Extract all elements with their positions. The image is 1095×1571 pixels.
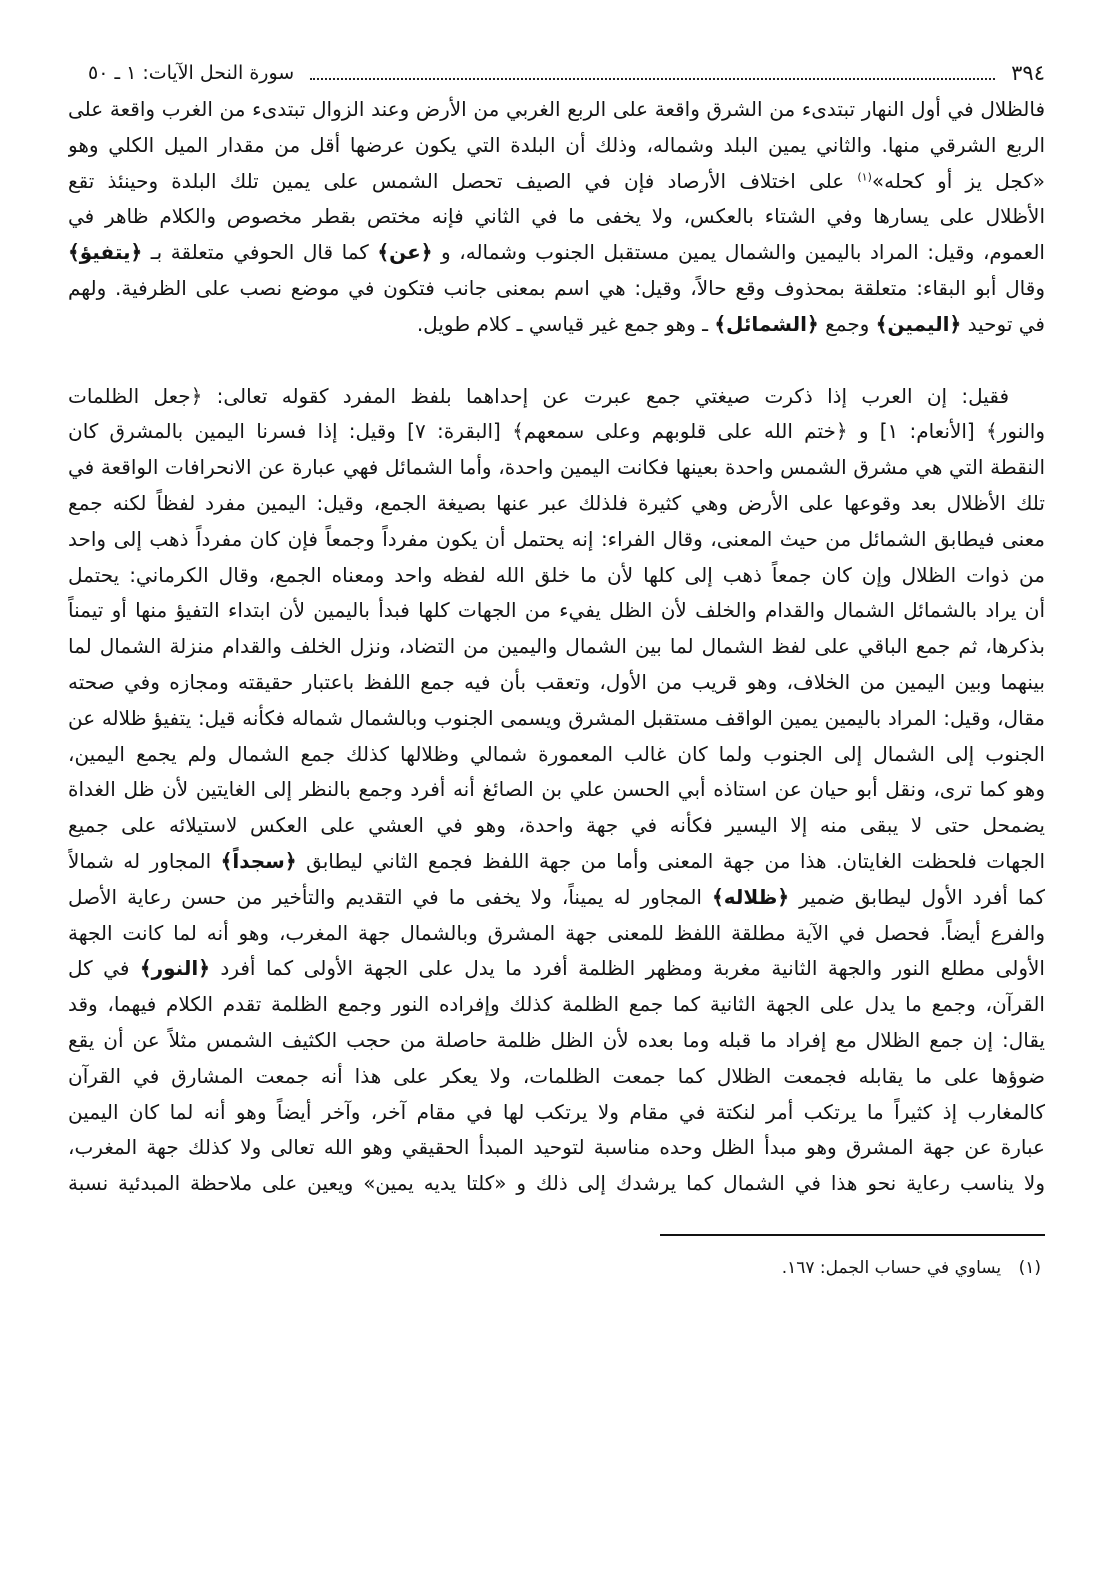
text-line: مقال، وقيل: المراد باليمين يمين الواقف مستقبل المشرق ويسمى الجنوب وبالشمال شماله فكأنه قيل: يتفيؤ ظلاله عن — [68, 705, 1045, 730]
text-run: في كل — [68, 956, 140, 981]
text-line: والفرع أيضاً. فحصل في الآية مطلقة اللفظ للمعنى جهة المشرق وبالشمال جهة المغرب، وهو أنه لما كانت الجهة — [68, 920, 1045, 945]
text-line — [68, 307, 1045, 343]
text-line: بينهما وبين اليمين من الخلاف، وهو قريب من الأول، وتعقب بأن فيه جمع اللفظ باعتبار حقيقته ومجازه وفي صحته — [68, 669, 1045, 694]
text-run: كما أفرد الأول ليطابق ضمير — [789, 884, 1045, 909]
footnote-text: يساوي في حساب الجمل: ١٦٧. — [781, 1258, 1002, 1278]
text-line: الأظلال على يسارها وفي الشتاء بالعكس، ولا يخفى ما في الثاني فإنه مختص بقطر مخصوص والكلام ظاهر في — [68, 204, 1045, 229]
text-line — [68, 844, 1045, 880]
text-run: في توحيد — [961, 311, 1045, 336]
text-run: الأولى مطلع النور والجهة الثانية مغربة ومظهر الظلمة أفرد ما يدل على الجهة الأولى كما أفرد — [209, 956, 1045, 981]
verse-word: ﴿النور﴾ — [139, 956, 210, 981]
text-line: ضوؤها على ما يقابله فجمعت الظلال كما جمعت الظلمات، ولا يعكر على هذا أنه جمعت المشارق في القرآن — [68, 1063, 1045, 1088]
text-run: كما قال الحوفي متعلقة بـ — [142, 240, 378, 265]
text-run: على اختلاف الأرصاد فإن في الصيف تحصل الشمس على يمين تلك البلدة وحينئذ تقع — [68, 168, 858, 193]
dotted-leader — [310, 78, 995, 80]
text-line — [68, 164, 1045, 200]
text-line: أن يراد بالشمائل الشمال والقدام والخلف لأن الظل يفيء من الجهات كلها فبدأ باليمين لأن ابتداء التفيؤ منها أو تيمناً — [68, 598, 1045, 623]
text-line: يقال: إن جمع الظلال مع إفراد ما قبله وما بعده لأن الظل ظلمة حاصلة من حجب الكثيف الشمس مثلاً عن أن يقع — [68, 1027, 1045, 1052]
text-line — [68, 951, 1045, 987]
running-header — [88, 56, 1045, 90]
text-line: يضمحل حتى لا يبقى منه إلا اليسير فكأنه في جهة واحدة، وهو في العشي على العكس لاستيلائه على جميع — [68, 813, 1045, 838]
text-line — [68, 880, 1045, 916]
text-run: ـ وهو جمع غير قياسي ـ كلام طويل. — [416, 311, 715, 336]
footnote-separator — [660, 1234, 1045, 1236]
text-run: المجاور له يميناً، ولا يخفى ما في التقديم والتأخير من حسن رعاية الأصل — [68, 884, 712, 909]
footnote-ref-mark: (١) — [857, 169, 872, 183]
text-line: تلك الأظلال بعد وقوعها على الأرض وهي كثيرة فلذلك عبر عنها بصيغة الجمع، وقيل: اليمين مفرد لفظاً لكنه جمع — [68, 490, 1045, 515]
text-line: وهو كما ترى، ونقل أبو حيان عن استاذه أبي الحسن علي بن الصائغ أنه أفرد وجمع بالنظر إلى الغايتين لأن ظل الغداة — [68, 777, 1045, 802]
text-line: فالظلال في أول النهار تبتدىء من الشرق واقعة على الربع الغربي من الأرض وعند الزوال تبتدىء من الغرب واقعة على — [68, 97, 1045, 121]
text-line: ولا يناسب رعاية نحو هذا في الشمال كما يرشدك إلى ذلك و «كلتا يديه يمين» ويعين على ملاحظة المبدئية نسبة — [68, 1171, 1045, 1196]
footnote — [68, 1252, 1041, 1284]
text-line: معنى فيطابق الشمائل من حيث المعنى، وقال الفراء: إنه يحتمل أن يكون مفرداً وجمعاً فإن كان مفرداً ذهب إلى واحد — [68, 526, 1045, 551]
paragraph — [68, 379, 1045, 1202]
text-line: وقال أبو البقاء: متعلقة بمحذوف وقع حالاً، وقيل: هي اسم بمعنى جانب فتكون في موضع نصب على الظرفية. ولهم — [68, 275, 1045, 300]
text-run: الجهات فلحظت الغايتان. هذا من جهة المعنى وأما من جهة اللفظ فجمع الثاني ليطابق — [296, 848, 1045, 873]
running-title: سورة النحل الآيات: ١ ـ ٥٠ — [88, 62, 295, 84]
text-line: النقطة التي هي مشرق الشمس واحدة بعينها فكانت اليمين واحدة، وأما الشمائل فهي عبارة عن الانحرافات الواقعة في — [68, 455, 1045, 480]
text-line: من ذوات الظلال وإن كان جمعاً ذهب إلى كلها لأن ما خلق الله لفظه واحد ومعناه الجمع، وقال الكرماني: يحتمل — [68, 562, 1045, 587]
text-line: بذكرها، ثم جمع الباقي على لفظ الشمال لما بين الشمال واليمين من التضاد، ونزل الخلف والقدام منزلة الشمال لما — [68, 634, 1045, 659]
paragraph — [68, 92, 1045, 343]
footnote-number: (١) — [1018, 1258, 1041, 1278]
text-run: المجاور له شمالاً — [68, 848, 221, 873]
text-run: العموم، وقيل: المراد باليمين والشمال يمين مستقبل الجنوب وشماله، و — [432, 240, 1045, 265]
text-line: كالمغارب إذ كثيراً ما يرتكب أمر لنكتة في مقام ولا يرتكب لها في مقام آخر، وآخر أيضاً وهو أنه لما كان اليمين — [68, 1099, 1045, 1124]
text-line: القرآن، وجمع ما يدل على الجهة الثانية كما جمع الظلمة كذلك وإفراده النور وجمع الظلمة تقدم الكلام فيهما، وقد — [68, 992, 1045, 1017]
text-run: وجمع — [818, 311, 876, 336]
text-line: عبارة عن جهة المشرق وهو مبدأ الظل وحده مناسبة لتوحيد المبدأ الحقيقي وهو الله تعالى ولا كذلك جهة المغرب، — [68, 1135, 1045, 1160]
text-run: «كجل يز أو كحله» — [871, 168, 1045, 193]
main-text — [68, 92, 1045, 1202]
text-line: الجنوب إلى الشمال إلى الجنوب ولما كان غالب المعمورة شمالي وظلالها كذلك جمع الشمال ولم يجمع اليمين، — [68, 741, 1045, 766]
verse-word: ﴿اليمين﴾ — [875, 311, 962, 336]
verse-word: ﴿سجداً﴾ — [220, 848, 297, 873]
verse-word: ﴿ظلاله﴾ — [712, 884, 790, 909]
page-number: ٣٩٤ — [1011, 61, 1045, 85]
text-line: والنور﴾ [الأنعام: ١] و ﴿ختم الله على قلوبهم وعلى سمعهم﴾ [البقرة: ٧] وقيل: إذا فسرنا اليمين بالمشرق كان — [68, 419, 1045, 444]
verse-word: ﴿عن﴾ — [377, 240, 433, 265]
verse-word: ﴿يتفيؤ﴾ — [68, 240, 143, 265]
text-line: فقيل: إن العرب إذا ذكرت صيغتي جمع عبرت عن إحداهما بلفظ المفرد كقوله تعالى: ﴿جعل الظلمات — [68, 383, 1009, 408]
verse-word: ﴿الشمائل﴾ — [714, 311, 819, 336]
text-line — [68, 235, 1045, 271]
text-line: الربع الشرقي منها. والثاني يمين البلد وشماله، وذلك أن البلدة التي يكون عرضها أقل من مقدار الميل الكلي وهو — [68, 132, 1045, 157]
